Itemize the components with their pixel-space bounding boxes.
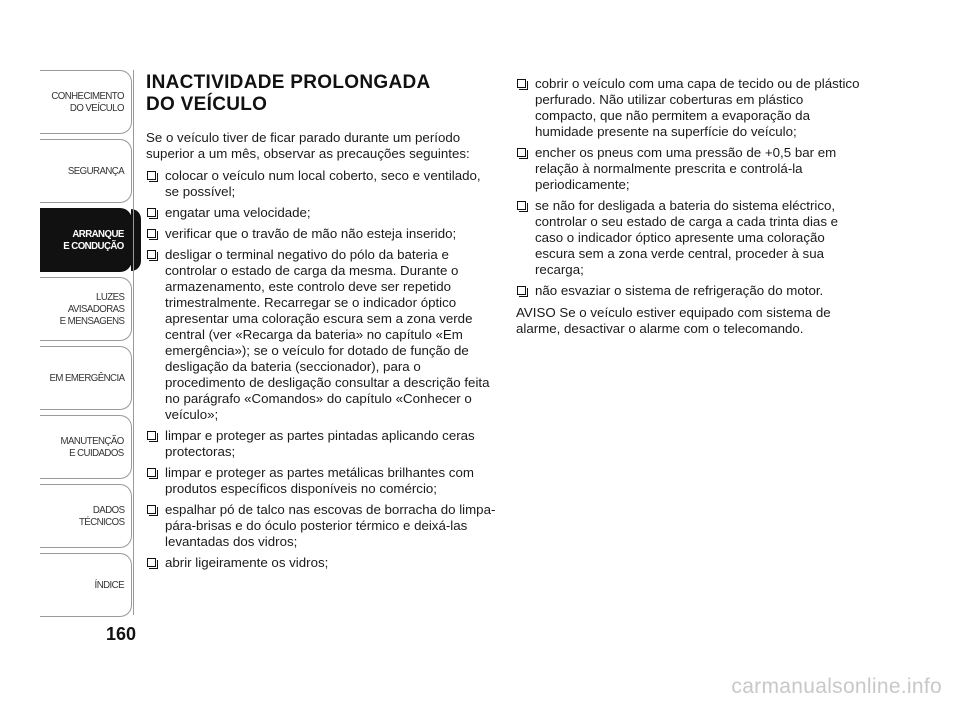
list-item-text: desligar o terminal negativo do pólo da bateria e controlar o estado de carga da mesma. Durante o armazenamento, este controlo deve ser repetido trimestralmente. Recarregar se o indicador óptico apresentar uma coloração escura sem a zona verde central (ver «Recarga da bateria» no capítulo «Em emergência»); se o veículo for dotado de função de desligação da bateria (seccionador), para o procedimento de desligação consultar a descrição feita no parágrafo «Comandos» do capítulo «Conhecer o veículo»; <box>165 247 490 422</box>
tab-label: SEGURANÇA <box>67 165 124 177</box>
content-column-left <box>146 72 498 576</box>
checkbox-bullet-icon <box>147 431 156 440</box>
list-item <box>146 226 498 242</box>
precautions-list-left <box>146 168 498 571</box>
watermark: carmanualsonline.info <box>731 675 942 698</box>
checkbox-bullet-icon <box>147 250 156 259</box>
tab-label: MANUTENÇÃO E CUIDADOS <box>60 435 124 459</box>
list-item <box>146 205 498 221</box>
intro-paragraph: Se o veículo tiver de ficar parado durante um período superior a um mês, observar as precauções seguintes: <box>146 130 470 161</box>
sidebar-divider <box>133 70 134 615</box>
tab-em-emergencia[interactable] <box>40 346 132 410</box>
checkbox-bullet-icon <box>147 171 156 180</box>
list-item-text: cobrir o veículo com uma capa de tecido ou de plástico perfurado. Não utilizar coberturas em plástico compacto, que não permitem a evaporação da humidade presente na superfície do veículo; <box>535 76 860 139</box>
content-column-right <box>516 76 866 337</box>
list-item <box>146 502 498 550</box>
tab-indice[interactable] <box>40 553 132 617</box>
list-item <box>146 247 498 423</box>
list-item-text: se não for desligada a bateria do sistema eléctrico, controlar o seu estado de carga a cada trinta dias e caso o indicador óptico apresente uma coloração escura sem a zona verde central, proceder à sua recarga; <box>535 198 839 277</box>
checkbox-bullet-icon <box>517 79 526 88</box>
tab-label: ÍNDICE <box>94 579 124 591</box>
tab-luzes-avisadoras[interactable] <box>40 277 132 341</box>
list-item-text: não esvaziar o sistema de refrigeração do motor. <box>535 283 824 298</box>
list-item <box>146 428 498 460</box>
warning-note: AVISO Se o veículo estiver equipado com sistema de alarme, desactivar o alarme com o telecomando. <box>516 305 831 336</box>
checkbox-bullet-icon <box>147 229 156 238</box>
list-item <box>516 198 866 278</box>
list-item <box>516 283 866 299</box>
list-item-text: espalhar pó de talco nas escovas de borracha do limpa-pára-brisas e do óculo posterior térmico e deixá-las levantadas dos vidros; <box>165 502 496 549</box>
checkbox-bullet-icon <box>147 558 156 567</box>
tab-label: LUZES AVISADORAS E MENSAGENS <box>59 291 124 327</box>
section-title: INACTIVIDADE PROLONGADA DO VEÍCULO <box>146 72 431 115</box>
tab-label: CONHECIMENTO DO VEÍCULO <box>51 90 124 114</box>
tab-seguranca[interactable] <box>40 139 132 203</box>
list-item <box>146 168 498 200</box>
tab-label: ARRANQUE E CONDUÇÃO <box>63 228 124 252</box>
checkbox-bullet-icon <box>517 148 526 157</box>
precautions-list-right <box>516 76 866 299</box>
tab-dados-tecnicos[interactable] <box>40 484 132 548</box>
checkbox-bullet-icon <box>147 468 156 477</box>
list-item-text: engatar uma velocidade; <box>165 205 311 220</box>
list-item-text: limpar e proteger as partes metálicas brilhantes com produtos específicos disponíveis no comércio; <box>165 465 474 496</box>
list-item-text: limpar e proteger as partes pintadas aplicando ceras protectoras; <box>165 428 475 459</box>
list-item-text: verificar que o travão de mão não esteja inserido; <box>165 226 457 241</box>
list-item <box>146 555 498 571</box>
checkbox-bullet-icon <box>147 208 156 217</box>
checkbox-bullet-icon <box>517 201 526 210</box>
list-item-text: encher os pneus com uma pressão de +0,5 bar em relação à normalmente prescrita e controlá-la periodicamente; <box>535 145 837 192</box>
list-item-text: abrir ligeiramente os vidros; <box>165 555 329 570</box>
list-item <box>516 145 866 193</box>
page-number: 160 <box>105 624 136 644</box>
tab-conhecimento-do-veiculo[interactable] <box>40 70 132 134</box>
list-item-text: colocar o veículo num local coberto, seco e ventilado, se possível; <box>165 168 481 199</box>
checkbox-bullet-icon <box>147 505 156 514</box>
list-item <box>516 76 866 140</box>
checkbox-bullet-icon <box>517 286 526 295</box>
tab-manutencao-e-cuidados[interactable] <box>40 415 132 479</box>
list-item <box>146 465 498 497</box>
tab-label: EM EMERGÊNCIA <box>49 372 124 384</box>
tab-label: DADOS TÉCNICOS <box>78 504 124 528</box>
tab-arranque-e-conducao[interactable] <box>40 208 132 272</box>
